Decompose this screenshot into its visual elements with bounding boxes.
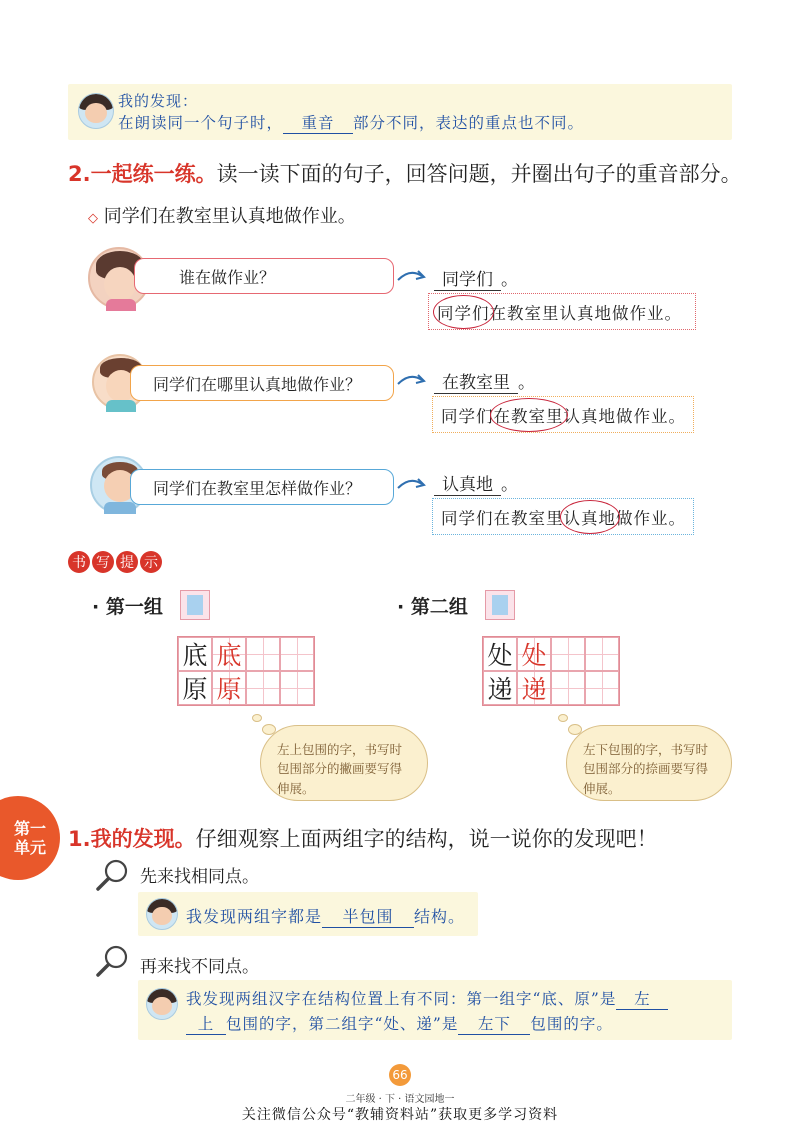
exercise1-heading: 1.我的发现。仔细观察上面两组字的结构，说一说你的发现吧！ [68,827,658,851]
answer2-box [138,980,732,1040]
answer2-line2: 上 包围的字，第二组字“处、递”是 左下 包围的字。 [186,1012,613,1035]
writing-tips-banner: 书 写 提 示 [68,551,162,573]
discovery-sentence: 在朗读同一个句子时， 重音 部分不同，表达的重点也不同。 [118,111,584,134]
circled-stress-2: 在教室里 [494,403,564,427]
top-discovery-box [68,84,732,140]
trace-char: 原 [212,671,246,705]
diamond-bullet-icon: ◇ [88,211,98,226]
group2-tip-cloud: 左下包围的字，书写时包围部分的捺画要写得伸展。 [566,725,732,801]
arrow-icon [396,474,428,494]
arrow-icon [396,370,428,390]
group2-practice-grid [482,636,620,706]
answer2-blank2: 左下 [458,1012,530,1035]
circled-stress-3: 认真地 [564,505,617,529]
question-box-3: 同学们在教室里怎样做作业？ [130,469,394,505]
empty-cell [246,671,280,705]
answer2-blank1a: 左 [616,987,668,1010]
structure-swatch-icon [180,590,210,620]
answer2-blank1b: 上 [186,1012,226,1035]
model-char: 处 [483,637,517,671]
thought-bubble-dot [558,714,568,722]
empty-cell [585,671,619,705]
exercise2-heading: 2.一起练一练。读一读下面的句子，回答问题，并圈出句子的重音部分。 [68,162,742,186]
discovery-blank: 重音 [283,111,353,134]
group1-label: · 第一组 [92,596,163,618]
trace-char: 处 [517,637,551,671]
trace-char: 底 [212,637,246,671]
empty-cell [280,637,314,671]
boy-avatar-icon [78,93,114,129]
thought-bubble-dot [252,714,262,722]
group2-label: · 第二组 [397,596,468,618]
step2-text: 再来找不同点。 [140,957,259,977]
step1-text: 先来找相同点。 [140,867,259,887]
footer-promo: 关注微信公众号“教辅资料站”获取更多学习资料 [241,1107,559,1123]
magnifier-icon [94,858,130,892]
magnifier-icon [94,944,130,978]
trace-char: 递 [517,671,551,705]
footer-caption: 二年级 · 下 · 语文园地一 [345,1094,455,1105]
answer-line-3: 认真地 。 [434,470,518,496]
model-char: 递 [483,671,517,705]
answer1-box [138,892,478,936]
question-box-2: 同学们在哪里认真地做作业？ [130,365,394,401]
boy-avatar-icon [146,898,178,930]
empty-cell [280,671,314,705]
answer1-blank: 半包围 [322,904,414,928]
sentence-box-3: 同学们在教室里 认真地 做作业。 [432,498,694,535]
sentence-box-1: 同学们 在教室里认真地做作业。 [428,293,696,330]
group1-practice-grid [177,636,315,706]
empty-cell [551,637,585,671]
answer-line-2: 在教室里 。 [434,368,535,394]
empty-cell [551,671,585,705]
unit-tab: 第一 单元 [0,796,60,880]
group1-tip-cloud: 左上包围的字，书写时包围部分的撇画要写得伸展。 [260,725,428,801]
boy-avatar-icon [146,988,178,1020]
empty-cell [246,637,280,671]
structure-swatch-icon [485,590,515,620]
question-box-1: 谁在做作业？ [134,258,394,294]
sentence-box-2: 同学们 在教室里 认真地做作业。 [432,396,694,433]
circled-stress-1: 同学们 [437,300,490,324]
empty-cell [585,637,619,671]
discovery-title: 我的发现： [118,92,199,110]
answer-line-1: 同学们 。 [434,265,518,291]
model-char: 原 [178,671,212,705]
exercise2-sentence: ◇ 同学们在教室里认真地做作业。 [88,206,356,227]
page-number: 66 [389,1064,411,1086]
answer1-text: 我发现两组字都是 半包围 结构。 [186,904,465,928]
model-char: 底 [178,637,212,671]
arrow-icon [396,266,428,286]
answer2-line1: 我发现两组汉字在结构位置上有不同：第一组字“底、原”是 左 [186,987,668,1010]
